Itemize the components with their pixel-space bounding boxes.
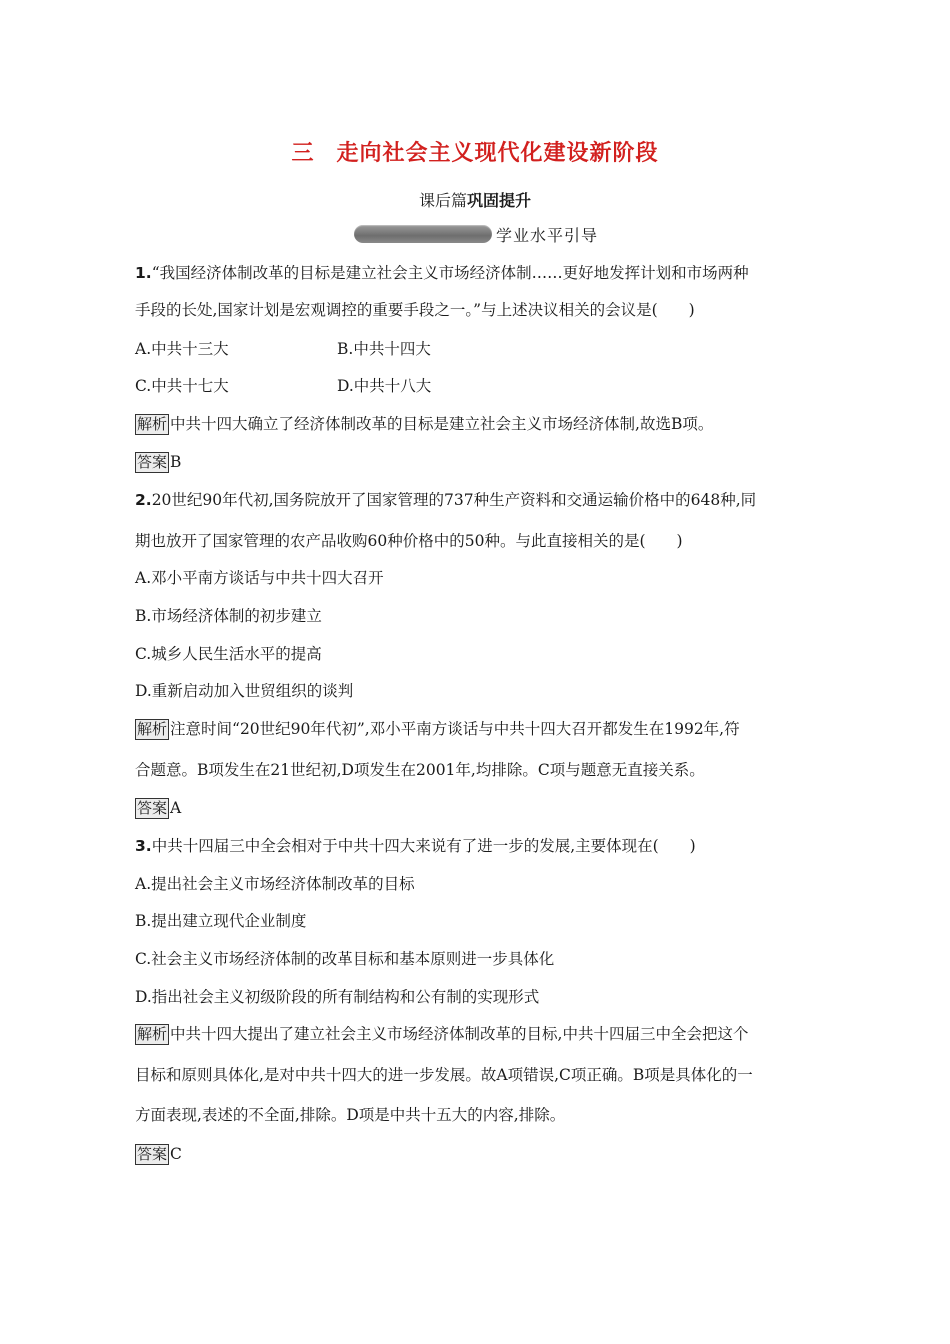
q3-analysis-line2: 目标和原则具体化,是对中共十四大的进一步发展。故A项错误,C项正确。B项是具体化的一: [135, 1066, 753, 1084]
q1-analysis: [135, 413, 825, 435]
option-d: D.中共十八大: [337, 377, 432, 395]
q2-option-c: C.城乡人民生活水平的提高: [135, 645, 322, 663]
q2-answer: [135, 797, 825, 819]
answer-value: C: [170, 1145, 182, 1163]
section-subtitle: [0, 188, 950, 211]
answer-tag: 答案: [137, 453, 168, 471]
answer-value: A: [170, 799, 182, 817]
analysis-text: 中共十四大确立了经济体制改革的目标是建立社会主义市场经济体制,故选B项。: [170, 415, 714, 433]
question-number: 3.: [135, 837, 152, 855]
answer-tag: 答案: [137, 799, 168, 817]
level-pill-graphic: [354, 225, 492, 243]
q1-options-row2: [135, 375, 825, 397]
answer-value: B: [170, 453, 182, 471]
q1-options-row1: [135, 338, 825, 360]
analysis-tag: 解析: [137, 720, 168, 738]
question-text: “我国经济体制改革的目标是建立社会主义市场经济体制……更好地发挥计划和市场两种: [151, 264, 749, 282]
q3-option-c: C.社会主义市场经济体制的改革目标和基本原则进一步具体化: [135, 950, 555, 968]
q1-stem-line1: [135, 262, 825, 284]
question-text: 20世纪90年代初,国务院放开了国家管理的737种生产资料和交通运输价格中的648种,同: [151, 491, 757, 509]
q3-option-b: B.提出建立现代企业制度: [135, 912, 307, 930]
q3-answer: [135, 1143, 825, 1165]
q3-analysis-line3: 方面表现,表述的不全面,排除。D项是中共十五大的内容,排除。: [135, 1106, 566, 1124]
level-label: 学业水平引导: [496, 225, 599, 245]
question-text: 中共十四届三中全会相对于中共十四大来说有了进一步的发展,主要体现在( ): [151, 837, 696, 855]
question-number: 2.: [135, 491, 152, 509]
q1-stem-line2: 手段的长处,国家计划是宏观调控的重要手段之一。”与上述决议相关的会议是( ): [135, 301, 695, 319]
q1-answer: [135, 451, 825, 473]
page-title: [0, 136, 950, 167]
q2-option-a: A.邓小平南方谈话与中共十四大召开: [135, 569, 384, 587]
subtitle-normal: 课后篇: [418, 191, 467, 210]
q2-option-d: D.重新启动加入世贸组织的谈判: [135, 682, 354, 700]
level-banner: [354, 222, 598, 246]
q2-analysis: [135, 718, 825, 740]
analysis-tag: 解析: [137, 1025, 168, 1043]
subtitle-bold: 巩固提升: [467, 191, 532, 210]
q3-option-d: D.指出社会主义初级阶段的所有制结构和公有制的实现形式: [135, 988, 540, 1006]
title-text: 走向社会主义现代化建设新阶段: [336, 141, 659, 166]
question-number: 1.: [135, 264, 152, 282]
q2-analysis-line2: 合题意。B项发生在21世纪初,D项发生在2001年,均排除。C项与题意无直接关系。: [135, 761, 705, 779]
q2-stem-line2: 期也放开了国家管理的农产品收购60种价格中的50种。与此直接相关的是( ): [135, 532, 683, 550]
analysis-text: 注意时间“20世纪90年代初”,邓小平南方谈话与中共十四大召开都发生在1992年,符: [170, 720, 740, 738]
q3-analysis: [135, 1023, 825, 1045]
answer-tag: 答案: [137, 1145, 168, 1163]
q3-stem: [135, 835, 825, 857]
title-number: 三: [291, 141, 315, 166]
q2-stem-line1: [135, 489, 825, 511]
q2-option-b: B.市场经济体制的初步建立: [135, 607, 322, 625]
option-b: B.中共十四大: [337, 340, 431, 358]
analysis-text: 中共十四大提出了建立社会主义市场经济体制改革的目标,中共十四届三中全会把这个: [170, 1025, 749, 1043]
option-a: A.中共十三大: [135, 340, 229, 358]
q3-option-a: A.提出社会主义市场经济体制改革的目标: [135, 875, 415, 893]
option-c: C.中共十七大: [135, 377, 229, 395]
analysis-tag: 解析: [137, 415, 168, 433]
